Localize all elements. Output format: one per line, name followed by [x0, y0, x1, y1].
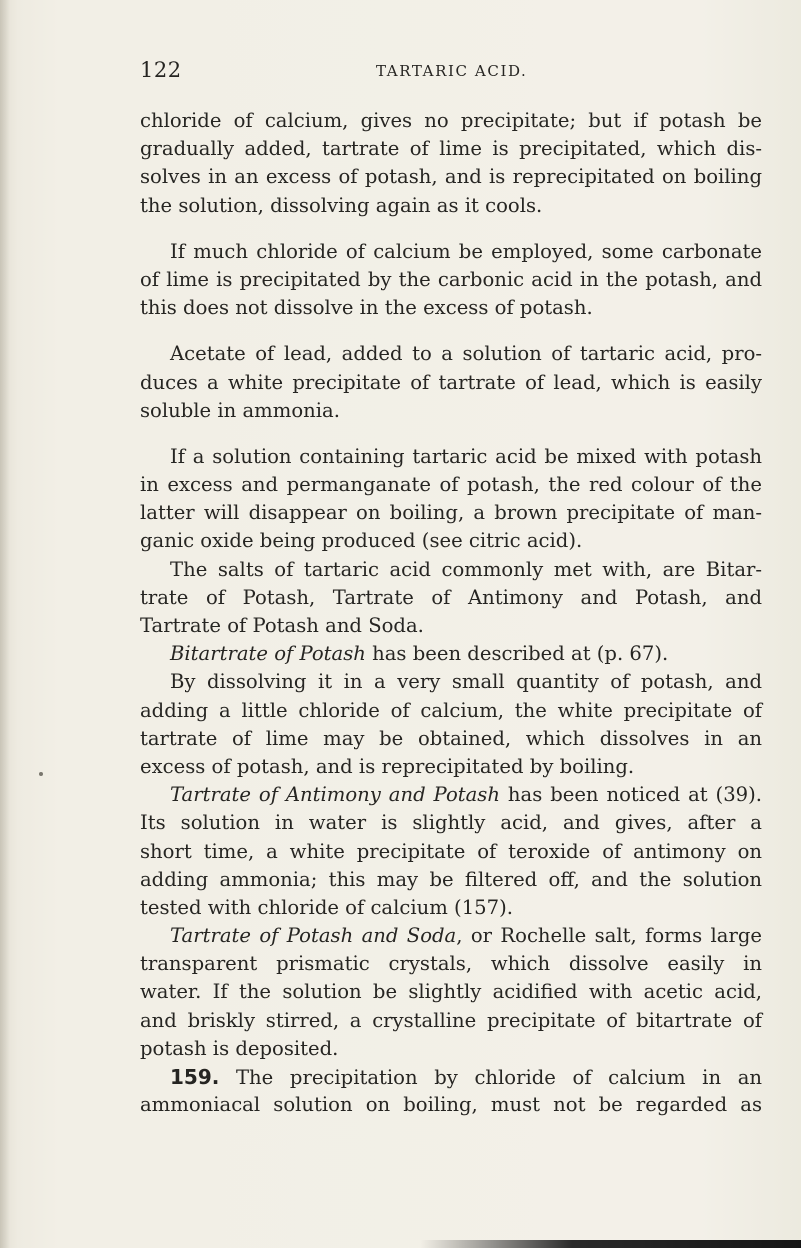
paragraph	[140, 443, 762, 556]
italic-heading: Tartrate of Potash and Soda	[170, 924, 457, 948]
text-line: short time, a white precipitate of teroxide of antimony on	[140, 839, 762, 863]
scan-edge	[420, 1240, 801, 1248]
text-line: If much chloride of calcium be employed, some carbonate	[170, 239, 762, 263]
paragraph	[140, 1063, 762, 1119]
text-line: chloride of calcium, gives no precipitate; but if potash be	[140, 109, 762, 132]
text-line: The salts of tartaric acid commonly met with, are Bitar-	[170, 557, 762, 581]
paragraph	[140, 668, 762, 781]
paragraph	[140, 107, 762, 220]
paragraph-gap	[140, 425, 762, 443]
text-line: water. If the solution be slightly acidified with acetic acid,	[140, 980, 762, 1004]
running-head: TARTARIC ACID.	[376, 62, 528, 80]
text-line	[140, 922, 762, 950]
text-line	[140, 1063, 762, 1091]
text-line: soluble in ammonia.	[140, 398, 340, 422]
margin-speck	[39, 772, 43, 776]
text-line: of lime is precipitated by the carbonic acid in the potash, and	[140, 267, 762, 291]
text-run: , or Rochelle salt, forms large	[456, 924, 762, 948]
text-line: By dissolving it in a very small quantity of potash, and	[170, 670, 762, 694]
text-line: ammoniacal solution on boiling, must not be regarded as	[140, 1093, 762, 1117]
section-number: 159.	[170, 1065, 220, 1089]
text-line: and briskly stirred, a crystalline precipitate of bitartrate of	[140, 1008, 762, 1032]
text-line	[140, 640, 762, 668]
text-line: this does not dissolve in the excess of potash.	[140, 296, 593, 320]
italic-heading: Tartrate of Antimony and Potash	[170, 783, 500, 807]
paragraph-gap	[140, 322, 762, 340]
paragraph	[140, 640, 762, 668]
page-number: 122	[140, 58, 182, 82]
text-line: excess of potash, and is reprecipitated by boiling.	[140, 754, 635, 778]
paragraph	[140, 922, 762, 1063]
text-run: The precipitation by chloride of calcium in an	[219, 1066, 762, 1089]
binding-shadow	[0, 0, 10, 1248]
text-line: in excess and permanganate of potash, the red colour of the	[140, 473, 762, 497]
text-line: Acetate of lead, added to a solution of tartaric acid, pro-	[170, 342, 762, 366]
body-text	[140, 107, 762, 1119]
text-line: tested with chloride of calcium (157).	[140, 895, 513, 919]
text-line: the solution, dissolving again as it cools.	[140, 193, 543, 217]
text-line: potash is deposited.	[140, 1036, 339, 1060]
text-line: gradually added, tartrate of lime is precipitated, which dis-	[140, 137, 762, 161]
text-line: Its solution in water is slightly acid, and gives, after a	[140, 811, 762, 835]
text-line: transparent prismatic crystals, which dissolve easily in	[140, 952, 762, 976]
paragraph-gap	[140, 220, 762, 238]
paragraph	[140, 556, 762, 641]
italic-heading: Bitartrate of Potash	[170, 642, 366, 666]
text-line	[140, 781, 762, 809]
text-line: tartrate of lime may be obtained, which dissolves in an	[140, 726, 762, 750]
text-line: If a solution containing tartaric acid be mixed with potash	[170, 444, 762, 468]
text-line: trate of Potash, Tartrate of Antimony and Potash, and	[140, 585, 762, 609]
text-run: has been noticed at (39).	[499, 783, 762, 807]
text-line: duces a white precipitate of tartrate of lead, which is easily	[140, 370, 762, 394]
text-line: latter will disappear on boiling, a brown precipitate of man-	[140, 501, 762, 525]
text-line: solves in an excess of potash, and is reprecipitated on boiling	[140, 165, 762, 189]
paragraph	[140, 340, 762, 425]
paragraph	[140, 781, 762, 922]
text-line: adding a little chloride of calcium, the white precipitate of	[140, 698, 762, 722]
text-line: ganic oxide being produced (see citric acid).	[140, 529, 583, 553]
text-line: adding ammonia; this may be filtered off, and the solution	[140, 867, 762, 891]
paragraph	[140, 238, 762, 323]
text-line: Tartrate of Potash and Soda.	[140, 614, 424, 637]
page-header	[0, 58, 801, 88]
text-run: has been described at (p. 67).	[365, 642, 669, 666]
